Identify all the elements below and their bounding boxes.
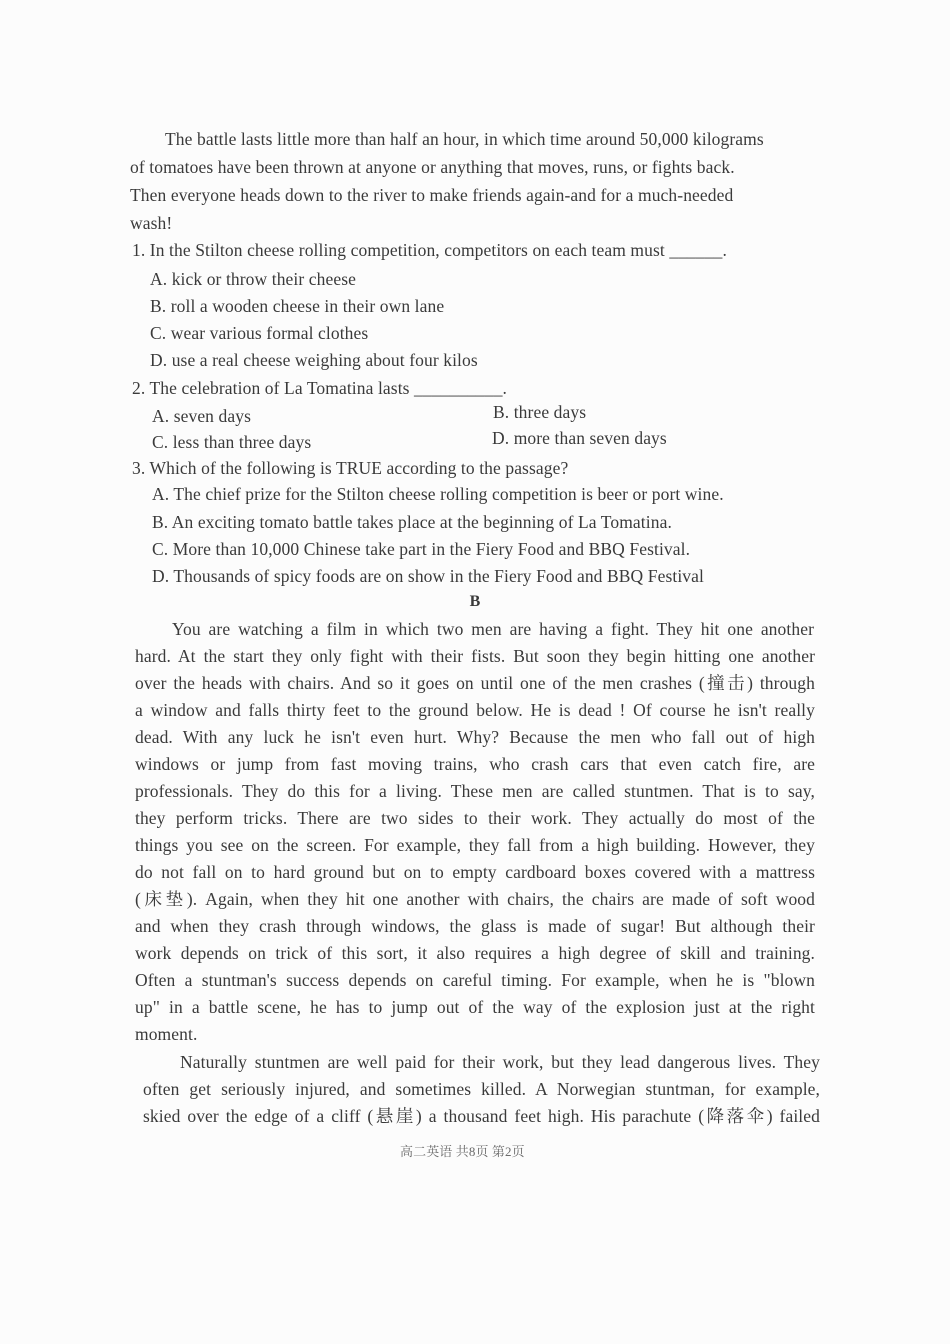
paragraph-line: a window and falls thirty feet to the ground below. He is dead ! Of course he isn't really	[135, 700, 815, 720]
paragraph-line: and when they crash through windows, the glass is made of sugar! But although their	[135, 916, 815, 936]
paragraph-line: (床垫). Again, when they hit one another with chairs, the chairs are made of soft wood	[135, 889, 815, 909]
paragraph-line: things you see on the screen. For example, they fall from a high building. However, they	[135, 835, 815, 855]
question-stem: 1. In the Stilton cheese rolling competition, competitors on each team must ______.	[132, 240, 727, 260]
paragraph-line: skied over the edge of a cliff (悬崖) a thousand feet high. His parachute (降落伞) failed	[143, 1106, 820, 1126]
paragraph-line: often get seriously injured, and sometimes killed. A Norwegian stuntman, for example,	[143, 1079, 820, 1099]
option-d: D. Thousands of spicy foods are on show in the Fiery Food and BBQ Festival	[152, 566, 704, 586]
option-a: A. seven days	[152, 406, 251, 426]
paragraph-line: up" in a battle scene, he has to jump out of the way of the explosion just at the right	[135, 997, 815, 1017]
question-stem: 3. Which of the following is TRUE according to the passage?	[132, 458, 569, 478]
paragraph-line: You are watching a film in which two men are having a fight. They hit one another	[172, 619, 814, 639]
option-b: B. three days	[493, 402, 587, 422]
option-c: C. wear various formal clothes	[150, 323, 369, 343]
section-b-heading: B	[469, 593, 481, 610]
option-b: B. roll a wooden cheese in their own lane	[150, 296, 445, 316]
paragraph-line: Then everyone heads down to the river to make friends again-and for a much-needed	[130, 185, 734, 205]
option-d: D. use a real cheese weighing about four kilos	[150, 350, 478, 370]
option-d: D. more than seven days	[492, 428, 667, 448]
paragraph-line: do not fall on to hard ground but on to empty cardboard boxes covered with a mattress	[135, 862, 815, 882]
paragraph-line: windows or jump from fast moving trains, who crash cars that even catch fire, are	[135, 754, 815, 774]
paragraph-line: hard. At the start they only fight with their fists. But soon they begin hitting one another	[135, 646, 815, 666]
option-a: A. kick or throw their cheese	[150, 269, 357, 289]
paragraph-line: of tomatoes have been thrown at anyone or anything that moves, runs, or fights back.	[130, 157, 735, 177]
paragraph-line: Naturally stuntmen are well paid for their work, but they lead dangerous lives. They	[180, 1052, 820, 1072]
option-b: B. An exciting tomato battle takes place at the beginning of La Tomatina.	[152, 512, 672, 532]
paragraph-line: The battle lasts little more than half an hour, in which time around 50,000 kilograms	[165, 129, 764, 149]
paragraph-line: moment.	[135, 1024, 198, 1044]
paragraph-line: wash!	[130, 213, 173, 233]
paragraph-line: work depends on trick of this sort, it also requires a high degree of skill and training.	[135, 943, 815, 963]
paragraph-line: Often a stuntman's success depends on careful timing. For example, when he is "blown	[135, 970, 815, 990]
option-a: A. The chief prize for the Stilton cheese rolling competition is beer or port wine.	[152, 484, 724, 504]
paragraph-line: they perform tricks. There are two sides to their work. They actually do most of the	[135, 808, 815, 828]
question-stem: 2. The celebration of La Tomatina lasts __________.	[132, 378, 508, 398]
option-c: C. More than 10,000 Chinese take part in the Fiery Food and BBQ Festival.	[152, 539, 691, 559]
page-footer: 高二英语 共8页 第2页	[400, 1144, 525, 1159]
paragraph-line: professionals. They do this for a living. These men are called stuntmen. That is to say,	[135, 781, 815, 801]
paragraph-line: over the heads with chairs. And so it goes on until one of the men crashes (撞击) through	[135, 673, 815, 693]
paragraph-line: dead. With any luck he isn't even hurt. Why? Because the men who fall out of high	[135, 727, 815, 747]
option-c: C. less than three days	[152, 432, 312, 452]
